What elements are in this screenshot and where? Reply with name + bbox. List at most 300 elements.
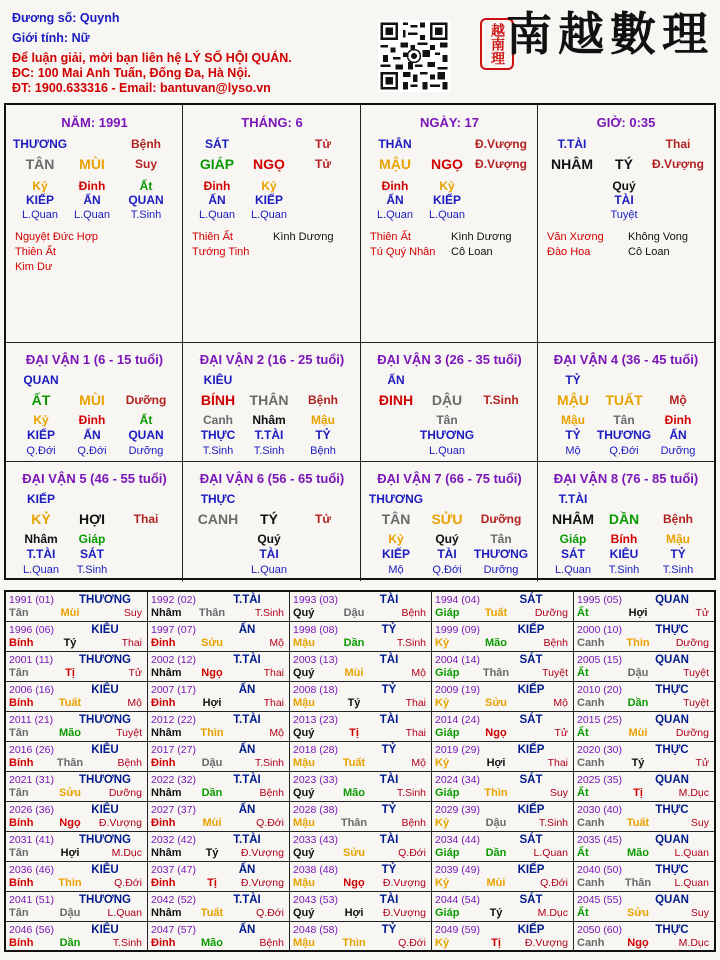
brand-logo: 南越數理 (506, 7, 714, 61)
year-ten-god: TỶ (381, 624, 397, 636)
hidden-stem: Mậu (311, 413, 335, 427)
dai-van-ten-god: ẤN (387, 373, 405, 387)
year-cell[interactable] (290, 622, 432, 652)
pillar-item: THÂN (378, 137, 412, 151)
year-cell[interactable] (432, 832, 574, 862)
dai-van-ten-god: KIÊU (203, 373, 233, 387)
year-cell[interactable] (148, 772, 290, 802)
year-ten-god: THƯƠNG (79, 714, 131, 726)
year-ten-god: QUAN (655, 654, 689, 666)
pillar-cell (538, 105, 714, 343)
year-label: 1993 (03) (293, 594, 338, 606)
year-branch: Tuất (200, 907, 224, 919)
hidden-stem: Tân (490, 532, 512, 546)
year-label: 1997 (07) (151, 624, 196, 636)
year-cell[interactable] (148, 592, 290, 622)
pillar-ganzhi: MẬU (379, 156, 411, 172)
year-branch: Tị (65, 667, 75, 679)
dai-van-stem: BÍNH (200, 392, 236, 408)
year-stem: Nhâm (151, 727, 182, 739)
shensha-star: Tú Quý Nhân (370, 246, 436, 258)
year-cell[interactable] (148, 742, 290, 772)
year-branch: Thìn (58, 877, 82, 889)
year-cell[interactable] (290, 862, 432, 892)
year-ten-god: KIẾP (517, 804, 545, 816)
hidden-stem: Tân (613, 413, 635, 427)
year-label: 2029 (39) (435, 804, 480, 816)
year-ten-god: TÀI (379, 894, 399, 906)
hidden-phase: Mộ (388, 564, 404, 576)
dai-van-stem: MẬU (557, 392, 589, 408)
shensha-star: Không Vong (628, 231, 688, 243)
year-cell[interactable] (6, 682, 148, 712)
year-stem: Nhâm (151, 667, 182, 679)
dai-van-branch: THÂN (249, 392, 289, 408)
pillar-item: Suy (134, 157, 158, 171)
hidden-phase: T.Sinh (202, 445, 234, 457)
year-cell[interactable] (148, 862, 290, 892)
year-label: 2035 (45) (577, 834, 622, 846)
pillar-ganzhi: NGỌ (253, 156, 285, 172)
year-phase: Đ.Vượng (382, 907, 426, 919)
hidden-ten-god: KIÊU (609, 547, 639, 561)
year-ten-god: ẤN (238, 744, 256, 756)
year-label: 2015 (25) (577, 714, 622, 726)
year-cell[interactable] (290, 832, 432, 862)
hidden-stem: Đinh (78, 413, 106, 427)
year-label: 1996 (06) (9, 624, 54, 636)
year-label: 2050 (60) (577, 924, 622, 936)
year-ten-god: TỶ (381, 744, 397, 756)
dai-van-title: ĐẠI VẬN 8 (76 - 85 tuổi) (553, 471, 699, 486)
hidden-ten-god: THỰC (200, 428, 236, 442)
year-cell[interactable] (432, 712, 574, 742)
year-phase: Thai (263, 667, 284, 679)
year-cell[interactable] (6, 892, 148, 922)
hidden-phase: Dưỡng (660, 445, 696, 457)
year-stem: Ất (577, 727, 589, 739)
gender: Giới tính: Nữ (12, 31, 90, 45)
shensha-star: Đào Hoa (547, 246, 591, 258)
year-ten-god: TÀI (379, 834, 399, 846)
year-cell[interactable] (6, 772, 148, 802)
year-phase: Bệnh (543, 637, 568, 649)
year-ten-god: ẤN (238, 924, 256, 936)
pillar-item: TÀI (614, 193, 634, 207)
year-branch: Sửu (58, 787, 82, 799)
year-cell[interactable] (432, 742, 574, 772)
year-stem: Đinh (151, 697, 176, 709)
dai-van-ten-god: QUAN (23, 373, 59, 387)
shensha-star: Cô Loan (451, 246, 493, 258)
year-cell[interactable] (6, 622, 148, 652)
year-phase: Dưỡng (108, 787, 142, 799)
year-cell[interactable] (574, 742, 714, 772)
hidden-stem: Bính (610, 532, 638, 546)
year-branch: Sửu (626, 907, 650, 919)
year-ten-god: QUAN (655, 894, 689, 906)
year-branch: Tị (491, 937, 501, 949)
dai-van-branch: TÝ (260, 511, 278, 527)
dai-van-phase: Tử (314, 512, 332, 526)
year-label: 2043 (53) (293, 894, 338, 906)
year-stem: Bính (9, 697, 34, 709)
year-label: 2003 (13) (293, 654, 338, 666)
year-stem: Giáp (435, 847, 460, 859)
year-phase: Thai (405, 727, 426, 739)
hidden-ten-god: THƯƠNG (473, 547, 529, 561)
year-phase: Thai (263, 697, 284, 709)
year-cell[interactable] (574, 862, 714, 892)
qr-code-icon[interactable] (378, 20, 450, 92)
hidden-ten-god: TÀI (437, 547, 457, 561)
year-stem: Nhâm (151, 907, 182, 919)
year-label: 2049 (59) (435, 924, 480, 936)
year-stem: Kỷ (435, 637, 450, 649)
year-stem: Giáp (435, 667, 460, 679)
pillar-item: Đ.Vượng (475, 137, 527, 151)
year-cell[interactable] (148, 802, 290, 832)
year-branch: Ngọ (59, 817, 81, 829)
year-ten-god: SÁT (519, 594, 543, 606)
hidden-phase: T.Sinh (662, 564, 694, 576)
dai-van-title: ĐẠI VẬN 7 (66 - 75 tuổi) (377, 471, 522, 486)
year-cell[interactable] (574, 802, 714, 832)
year-ten-god: THƯƠNG (79, 834, 131, 846)
hidden-stem: Tân (436, 413, 458, 427)
year-cell[interactable] (574, 832, 714, 862)
year-stem: Ất (577, 667, 589, 679)
year-label: 2025 (35) (577, 774, 622, 786)
pillar-item: L.Quan (250, 209, 288, 221)
year-phase: Suy (549, 787, 568, 799)
year-label: 2047 (57) (151, 924, 196, 936)
year-cell[interactable] (432, 592, 574, 622)
year-branch: Dần (485, 847, 507, 859)
year-branch: Tuất (342, 757, 366, 769)
year-branch: Tý (63, 637, 77, 649)
year-label: 1998 (08) (293, 624, 338, 636)
year-phase: Thai (121, 637, 142, 649)
year-branch: Thân (340, 817, 368, 829)
year-branch: Hợi (60, 847, 80, 859)
dai-van-stem: ẤT (31, 392, 51, 408)
dai-van-branch: MÙI (79, 392, 105, 408)
year-branch: Mùi (344, 667, 364, 679)
year-cell[interactable] (290, 682, 432, 712)
year-cell[interactable] (432, 922, 574, 952)
year-phase: Q.Đới (398, 847, 426, 859)
year-ten-god: TỶ (381, 924, 397, 936)
year-cell[interactable] (432, 682, 574, 712)
year-cell[interactable] (6, 592, 148, 622)
dai-van-branch: DẬU (431, 392, 463, 408)
pillar-item: ẤN (386, 193, 404, 207)
year-label: 2048 (58) (293, 924, 338, 936)
dai-van-branch: SỬU (431, 511, 463, 527)
year-label: 2020 (30) (577, 744, 622, 756)
year-stem: Nhâm (151, 787, 182, 799)
year-stem: Canh (577, 637, 605, 649)
year-stem: Giáp (435, 907, 460, 919)
hidden-phase: Q.Đới (26, 445, 56, 457)
year-label: 2045 (55) (577, 894, 622, 906)
year-phase: Đ.Vượng (524, 937, 568, 949)
year-label: 2001 (11) (9, 654, 54, 666)
hidden-stem: Mậu (561, 413, 585, 427)
year-branch: Mùi (202, 817, 222, 829)
year-ten-god: THƯƠNG (79, 774, 131, 786)
year-stem: Kỷ (435, 697, 450, 709)
year-phase: L.Quan (107, 907, 142, 919)
pillar-item: Ất (139, 179, 153, 193)
dai-van-title: ĐẠI VẬN 4 (36 - 45 tuổi) (553, 352, 699, 367)
year-label: 2039 (49) (435, 864, 480, 876)
pillar-item: Đ.Vượng (475, 157, 527, 171)
year-stem: Quý (293, 667, 315, 679)
year-cell[interactable] (148, 922, 290, 952)
year-ten-god: T.TÀI (233, 774, 261, 786)
year-ten-god: THỰC (655, 924, 689, 936)
year-cell[interactable] (290, 652, 432, 682)
dai-van-title: ĐẠI VẬN 2 (16 - 25 tuổi) (199, 352, 345, 367)
hidden-stem: Mậu (666, 532, 690, 546)
year-label: 2002 (12) (151, 654, 196, 666)
year-cell[interactable] (290, 892, 432, 922)
year-phase: Mộ (411, 757, 426, 769)
hidden-stem: Đinh (664, 413, 692, 427)
year-branch: Mùi (628, 727, 648, 739)
hidden-ten-god: TÀI (259, 547, 279, 561)
year-cell[interactable] (574, 922, 714, 952)
year-cell[interactable] (574, 592, 714, 622)
year-stem: Quý (293, 847, 315, 859)
year-ten-god: KIÊU (91, 924, 119, 936)
year-cell[interactable] (290, 802, 432, 832)
year-ten-god: SÁT (519, 834, 543, 846)
year-branch: Mùi (60, 607, 80, 619)
year-ten-god: TỶ (381, 684, 397, 696)
year-phase: Đ.Vượng (98, 817, 142, 829)
year-branch: Tý (631, 757, 645, 769)
dai-van-phase: T.Sinh (483, 393, 519, 407)
year-branch: Ngọ (627, 937, 649, 949)
year-cell[interactable] (574, 622, 714, 652)
dai-van-stem: NHÂM (552, 511, 594, 527)
hidden-phase: L.Quan (428, 445, 466, 457)
year-stem: Nhâm (151, 607, 182, 619)
year-label: 1992 (02) (151, 594, 196, 606)
hidden-phase: T.Sinh (76, 564, 108, 576)
year-phase: Tuyệt (683, 667, 709, 679)
year-branch: Thìn (626, 637, 650, 649)
year-cell[interactable] (6, 832, 148, 862)
year-branch: Tuất (626, 817, 650, 829)
year-label: 2008 (18) (293, 684, 338, 696)
year-phase: Thai (547, 757, 568, 769)
hidden-stem: Nhâm (24, 532, 58, 546)
pillar-item: THƯƠNG (12, 137, 68, 151)
year-cell[interactable] (432, 862, 574, 892)
hidden-stem: Giáp (559, 532, 587, 546)
year-cell[interactable] (6, 712, 148, 742)
year-branch: Dần (627, 697, 649, 709)
year-cell[interactable] (574, 682, 714, 712)
year-branch: Dậu (59, 907, 81, 919)
pillar-ganzhi: TÂN (25, 156, 55, 172)
header (0, 0, 720, 100)
pillar-ganzhi: NHÂM (551, 156, 593, 172)
year-phase: Q.Đới (540, 877, 568, 889)
year-label: 2010 (20) (577, 684, 622, 696)
pillar-item: L.Quan (428, 209, 466, 221)
year-label: 1994 (04) (435, 594, 480, 606)
year-phase: Tử (695, 757, 709, 769)
year-cell[interactable] (6, 652, 148, 682)
year-cell[interactable] (432, 772, 574, 802)
hidden-stem: Giáp (78, 532, 106, 546)
year-stem: Bính (9, 757, 34, 769)
annual-luck-table (4, 590, 716, 952)
year-ten-god: THƯƠNG (79, 654, 131, 666)
year-phase: Tử (695, 607, 709, 619)
year-phase: Q.Đới (256, 817, 284, 829)
year-ten-god: THƯƠNG (79, 894, 131, 906)
shensha-star: Thiên Ất (370, 231, 411, 243)
year-cell[interactable] (148, 682, 290, 712)
year-cell[interactable] (6, 802, 148, 832)
seal-text: 越南理 (489, 23, 505, 65)
year-ten-god: KIÊU (91, 864, 119, 876)
year-cell[interactable] (574, 712, 714, 742)
year-label: 2007 (17) (151, 684, 196, 696)
pillar-ganzhi: GIÁP (199, 156, 235, 172)
year-branch: Dậu (627, 667, 649, 679)
contact-line[interactable]: Để luận giải, mời bạn liên hệ LÝ SỐ HỘI QUÁN. (12, 51, 292, 65)
year-branch: Mão (343, 787, 365, 799)
year-cell[interactable] (290, 742, 432, 772)
dai-van-cell (6, 343, 183, 462)
year-label: 2027 (37) (151, 804, 196, 816)
year-cell[interactable] (574, 652, 714, 682)
year-branch: Thìn (200, 727, 224, 739)
pillar-title: NGÀY: 17 (420, 115, 479, 130)
year-cell[interactable] (432, 652, 574, 682)
year-cell[interactable] (432, 892, 574, 922)
year-phase: Tuyệt (683, 697, 709, 709)
year-cell[interactable] (290, 592, 432, 622)
hidden-ten-god: TỶ (315, 428, 331, 442)
year-branch: Ngọ (485, 727, 507, 739)
year-stem: Đinh (151, 817, 176, 829)
year-ten-god: SÁT (519, 894, 543, 906)
year-stem: Bính (9, 877, 34, 889)
year-stem: Kỷ (435, 817, 450, 829)
year-branch: Mão (627, 847, 649, 859)
year-branch: Tị (633, 787, 643, 799)
year-branch: Dậu (201, 757, 223, 769)
year-cell[interactable] (290, 712, 432, 742)
year-cell[interactable] (574, 892, 714, 922)
hidden-phase: Q.Đới (77, 445, 107, 457)
pillar-item: Thai (665, 137, 691, 151)
year-branch: Hợi (628, 607, 648, 619)
dai-van-phase: Dưỡng (125, 393, 167, 407)
shensha-star: Văn Xương (547, 231, 604, 243)
year-stem: Mậu (293, 877, 315, 889)
year-stem: Bính (9, 937, 34, 949)
year-ten-god: THỰC (655, 864, 689, 876)
pillar-cell (361, 105, 538, 343)
year-cell[interactable] (432, 622, 574, 652)
year-phase: Mộ (411, 667, 426, 679)
year-branch: Dần (201, 787, 223, 799)
year-cell[interactable] (6, 742, 148, 772)
year-stem: Bính (9, 817, 34, 829)
pillar-item: L.Quan (73, 209, 111, 221)
year-cell[interactable] (6, 922, 148, 952)
year-ten-god: T.TÀI (233, 594, 261, 606)
year-ten-god: KIÊU (91, 804, 119, 816)
year-branch: Thân (624, 877, 652, 889)
year-label: 1991 (01) (9, 594, 54, 606)
year-ten-god: SÁT (519, 774, 543, 786)
pillar-item: KIẾP (254, 193, 284, 207)
year-ten-god: TÀI (379, 714, 399, 726)
year-label: 2022 (32) (151, 774, 196, 786)
year-cell[interactable] (574, 772, 714, 802)
year-label: 2030 (40) (577, 804, 622, 816)
year-cell[interactable] (432, 802, 574, 832)
dai-van-ten-god: T.TÀI (558, 492, 588, 506)
year-ten-god: TỶ (381, 804, 397, 816)
year-cell[interactable] (6, 862, 148, 892)
shensha-star: Kình Dương (451, 231, 512, 243)
year-stem: Tân (9, 907, 29, 919)
year-stem: Canh (577, 697, 605, 709)
year-label: 2040 (50) (577, 864, 622, 876)
dai-van-cell (183, 343, 361, 462)
year-ten-god: THỰC (655, 624, 689, 636)
year-phase: Mộ (269, 637, 284, 649)
year-cell[interactable] (148, 892, 290, 922)
year-ten-god: T.TÀI (233, 834, 261, 846)
year-cell[interactable] (290, 772, 432, 802)
year-phase: Bệnh (401, 817, 426, 829)
dai-van-cell (361, 343, 538, 462)
year-phase: Dưỡng (675, 727, 709, 739)
year-phase: Tuyệt (116, 727, 142, 739)
year-phase: T.Sinh (396, 637, 426, 649)
year-stem: Đinh (151, 637, 176, 649)
hidden-stem: Kỷ (388, 532, 404, 546)
owner-name: Đương số: Quynh (12, 11, 120, 25)
dai-van-phase: Bệnh (308, 393, 338, 407)
year-cell[interactable] (148, 652, 290, 682)
year-stem: Canh (577, 877, 605, 889)
pillar-item: Kỷ (439, 179, 455, 193)
year-cell[interactable] (148, 712, 290, 742)
year-stem: Mậu (293, 817, 315, 829)
year-cell[interactable] (148, 622, 290, 652)
phone-email-line[interactable]: ĐT: 1900.633316 - Email: bantuvan@lyso.vn (12, 81, 271, 95)
year-ten-god: ẤN (238, 624, 256, 636)
year-stem: Mậu (293, 757, 315, 769)
dai-van-cell (538, 462, 714, 581)
year-cell[interactable] (148, 832, 290, 862)
year-cell[interactable] (290, 922, 432, 952)
hidden-phase: T.Sinh (253, 445, 285, 457)
